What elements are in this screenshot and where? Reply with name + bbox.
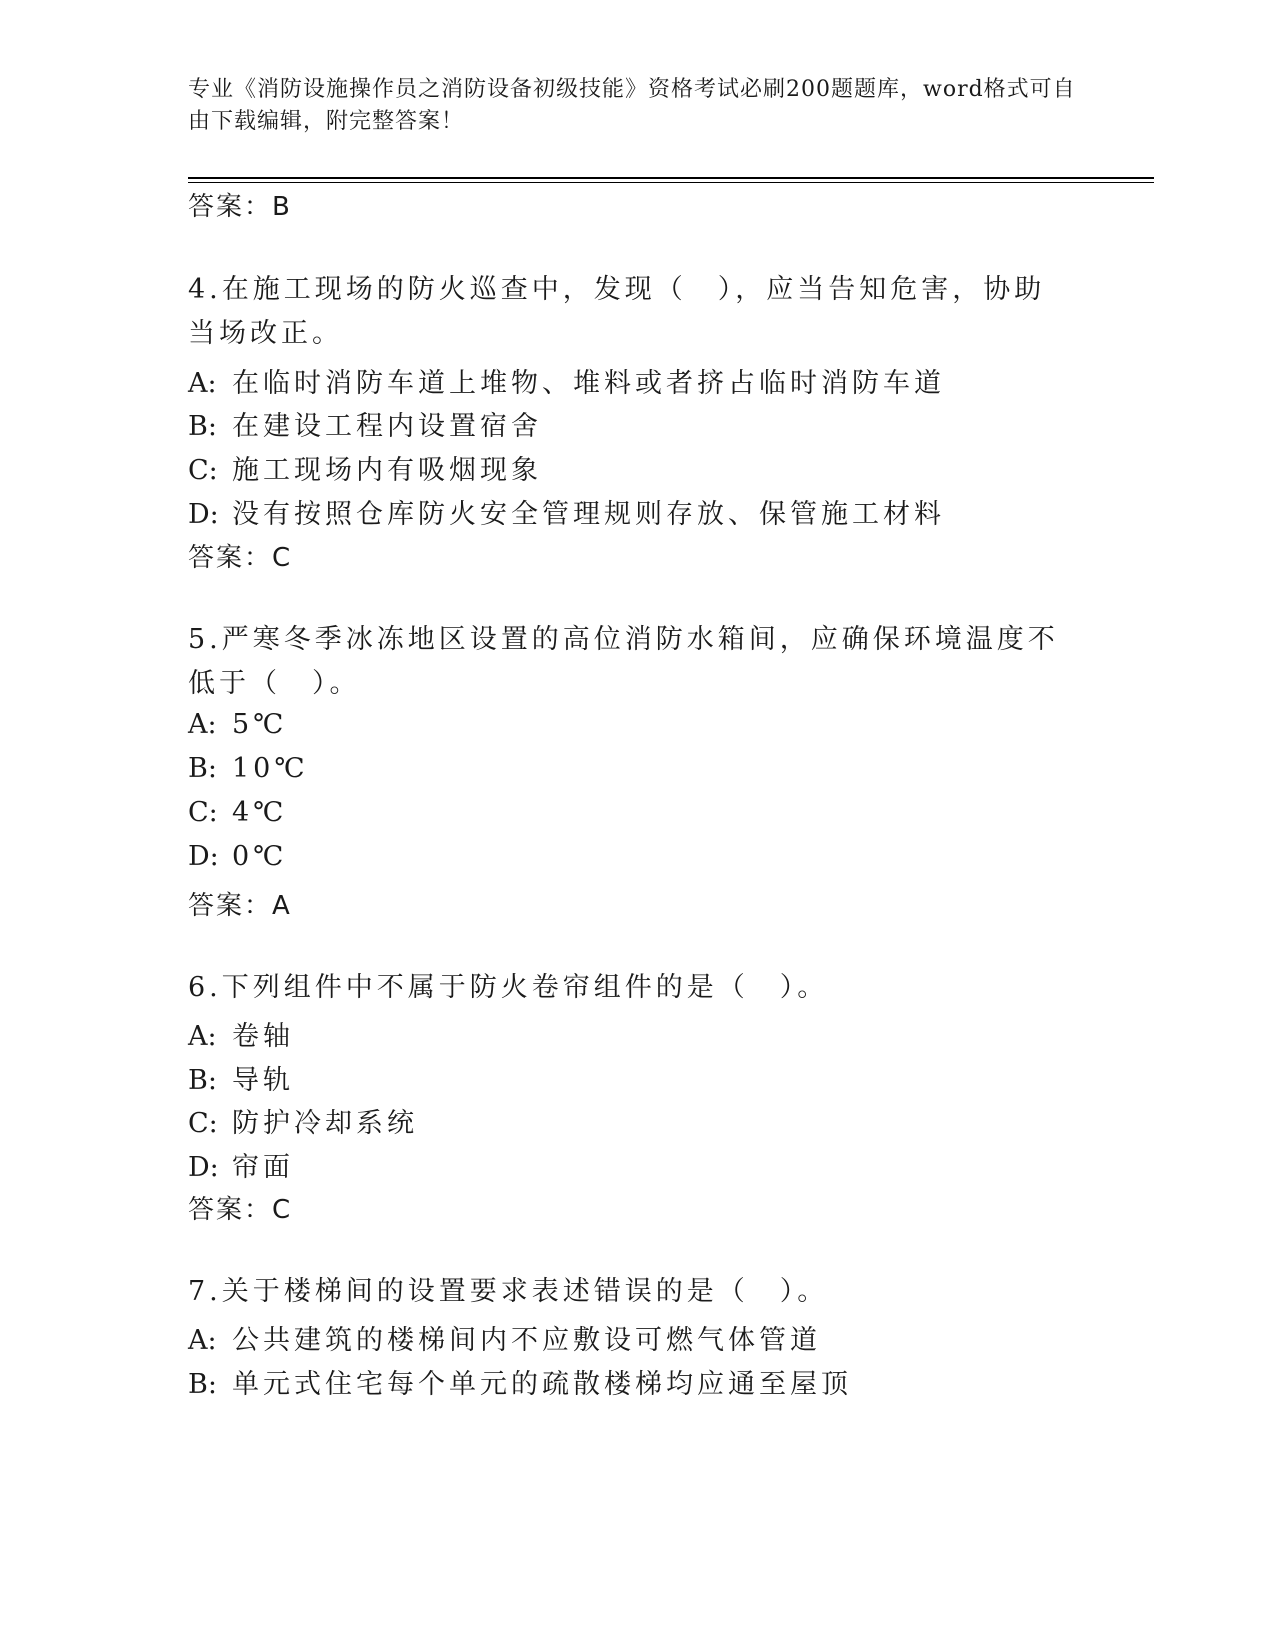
option-text: 卷轴 — [232, 1021, 294, 1052]
option-text: 帘面 — [232, 1152, 294, 1183]
option-text: 0℃ — [232, 841, 288, 872]
option-text: 5℃ — [232, 709, 288, 740]
option-label: B: — [188, 411, 217, 442]
option-label: A: — [188, 1021, 217, 1052]
option-text: 防护冷却系统 — [232, 1108, 418, 1139]
question-6-option-d — [188, 1145, 294, 1184]
question-4-option-a — [188, 361, 945, 400]
option-label: A: — [188, 1325, 217, 1356]
question-4-answer: 答案：C — [188, 543, 293, 573]
question-7-stem: 7.关于楼梯间的设置要求表述错误的是（ ）。 — [188, 1276, 829, 1307]
option-text: 10℃ — [232, 753, 309, 784]
option-label: C: — [188, 1108, 218, 1139]
question-7-option-a — [188, 1318, 821, 1357]
question-4-option-d — [188, 492, 945, 531]
option-text: 没有按照仓库防火安全管理规则存放、保管施工材料 — [232, 499, 945, 530]
option-label: D: — [188, 841, 219, 872]
option-label: C: — [188, 797, 218, 828]
question-4-option-c — [188, 448, 542, 487]
option-text: 4℃ — [232, 797, 288, 828]
question-4-option-b — [188, 404, 542, 443]
question-5-stem: 5.严寒冬季冰冻地区设置的高位消防水箱间，应确保环境温度不低于（ ）。 — [188, 624, 1059, 699]
header-divider-thin — [188, 182, 1154, 183]
question-5-answer: 答案：A — [188, 891, 292, 921]
option-label: B: — [188, 1369, 217, 1400]
option-label: D: — [188, 499, 219, 530]
question-6-option-c — [188, 1101, 418, 1140]
document-header: 专业《消防设施操作员之消防设备初级技能》资格考试必刷200题题库，word格式可自由下载编辑，附完整答案！ — [188, 77, 1076, 134]
question-6-option-a — [188, 1014, 294, 1053]
question-4-stem: 4.在施工现场的防火巡查中，发现（ ），应当告知危害，协助当场改正。 — [188, 274, 1046, 349]
option-label: B: — [188, 1065, 217, 1096]
option-label: C: — [188, 455, 218, 486]
option-text: 单元式住宅每个单元的疏散楼梯均应通至屋顶 — [232, 1369, 852, 1400]
option-label: A: — [188, 709, 217, 740]
option-text: 在建设工程内设置宿舍 — [232, 411, 542, 442]
question-5-option-d — [188, 841, 287, 872]
question-5-option-a — [188, 709, 287, 740]
option-text: 公共建筑的楼梯间内不应敷设可燃气体管道 — [232, 1325, 821, 1356]
question-7-option-b — [188, 1362, 852, 1401]
question-6-stem: 6.下列组件中不属于防火卷帘组件的是（ ）。 — [188, 972, 829, 1003]
header-divider-thick — [188, 177, 1154, 179]
option-label: B: — [188, 753, 217, 784]
option-text: 施工现场内有吸烟现象 — [232, 455, 542, 486]
question-6-option-b — [188, 1058, 294, 1097]
question-6-answer: 答案：C — [188, 1195, 293, 1225]
question-5-option-c — [188, 797, 287, 828]
question-5-option-b — [188, 753, 309, 784]
answer-previous-question: 答案：B — [188, 192, 292, 222]
option-text: 导轨 — [232, 1065, 294, 1096]
option-text: 在临时消防车道上堆物、堆料或者挤占临时消防车道 — [232, 368, 945, 399]
option-label: A: — [188, 368, 217, 399]
option-label: D: — [188, 1152, 219, 1183]
